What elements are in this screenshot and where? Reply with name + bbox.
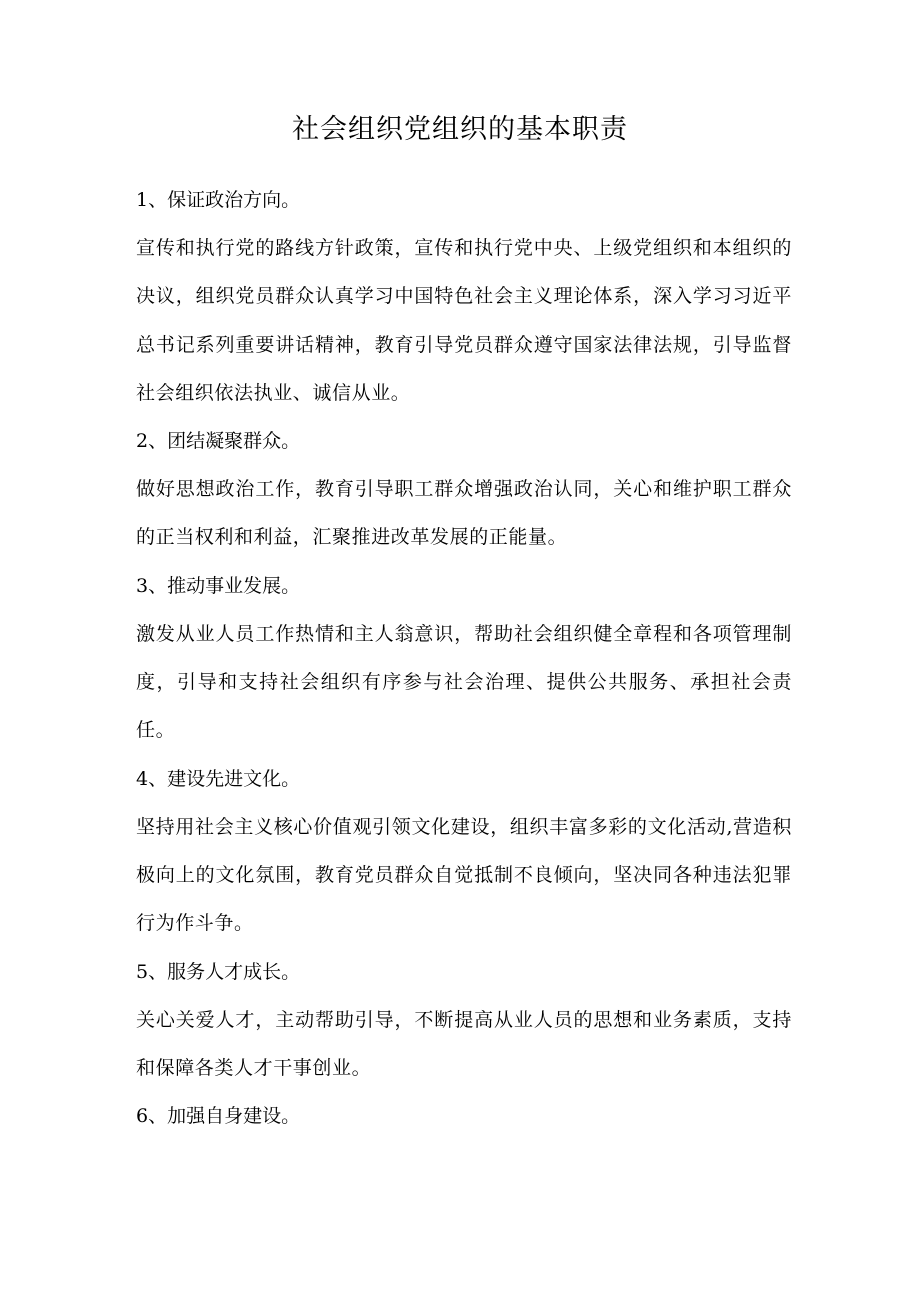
section-heading: 3、推动事业发展。	[136, 574, 301, 597]
section-heading: 4、建设先进文化。	[136, 767, 301, 790]
section-3	[136, 562, 792, 755]
section-4	[136, 755, 792, 948]
section-2	[136, 417, 792, 562]
section-paragraph: 关心关爱人才，主动帮助引导，不断提高从业人员的思想和业务素质，支持和保障各类人才干事创业。	[136, 1008, 792, 1079]
section-5	[136, 948, 792, 1093]
document-body	[136, 176, 792, 1140]
page-title: 社会组织党组织的基本职责	[292, 114, 628, 145]
section-1	[136, 176, 792, 417]
section-heading: 2、团结凝聚群众。	[136, 430, 301, 453]
section-heading: 6、加强自身建设。	[136, 1105, 301, 1128]
section-6	[136, 1092, 792, 1140]
section-heading: 5、服务人才成长。	[136, 960, 301, 983]
section-paragraph: 做好思想政治工作，教育引导职工群众增强政治认同，关心和维护职工群众的正当权利和利益，汇聚推进改革发展的正能量。	[136, 478, 792, 549]
section-heading: 1、保证政治方向。	[136, 189, 301, 211]
section-paragraph: 宣传和执行党的路线方针政策，宣传和执行党中央、上级党组织和本组织的决议，组织党员群众认真学习中国特色社会主义理论体系，深入学习习近平总书记系列重要讲话精神，教育引导党员群众遵守国家法律法规，引导监督社会组织依法执业、诚信从业。	[136, 237, 792, 404]
section-paragraph: 坚持用社会主义核心价值观引领文化建设，组织丰富多彩的文化活动,营造积极向上的文化氛围，教育党员群众自觉抵制不良倾向，坚决同各种违法犯罪行为作斗争。	[136, 815, 792, 935]
section-paragraph: 激发从业人员工作热情和主人翁意识，帮助社会组织健全章程和各项管理制度，引导和支持社会组织有序参与社会治理、提供公共服务、承担社会责任。	[136, 622, 792, 742]
